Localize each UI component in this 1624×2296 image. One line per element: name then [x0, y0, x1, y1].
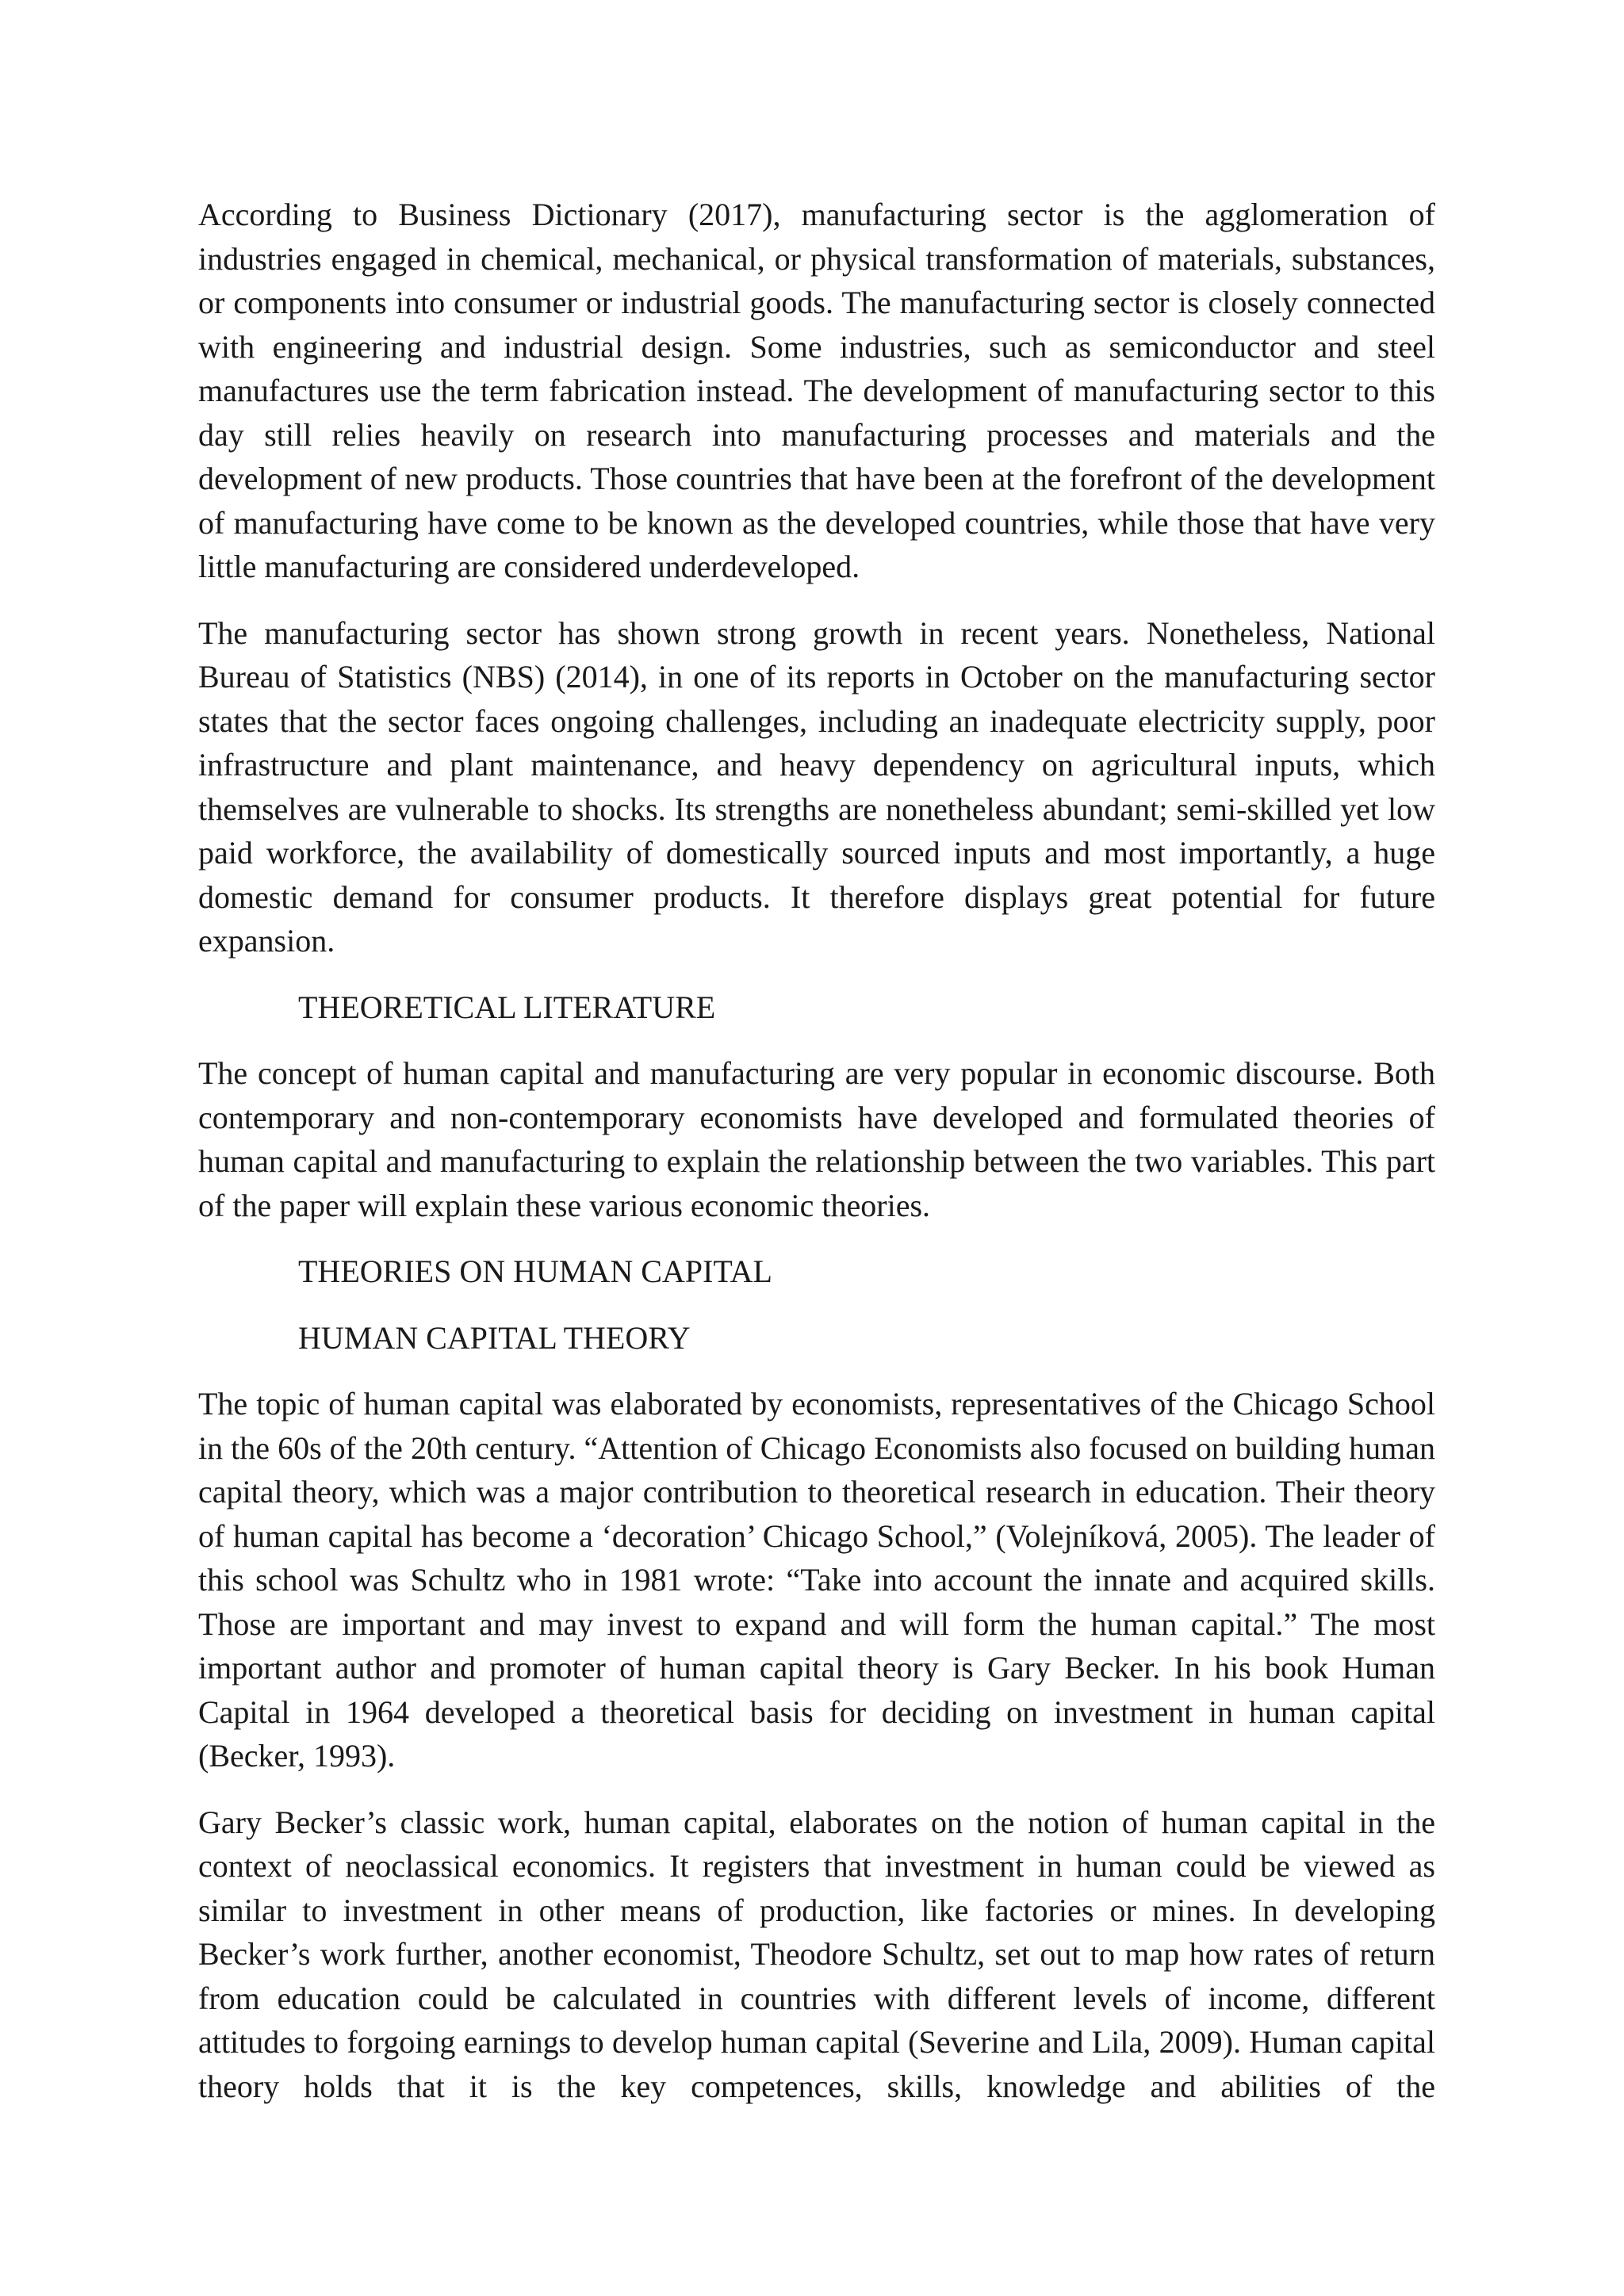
paragraph-chicago-school: The topic of human capital was elaborated by economists, representatives of the Chicago School in the 60s of the 20th century. “Attention of Chicago Economists also focused on building human capital theory, which was a major contribution to theoretical research in education. Their theory of human capital has become a ‘decoration’ Chicago School,” (Volejníková, 2005). The leader of this school was Schultz who in 1981 wrote: “Take into account the innate and acquired skills. Those are important and may invest to expand and will form the human capital.” The most important author and promoter of human capital theory is Gary Becker. In his book Human Capital in 1964 developed a theoretical basis for deciding on investment in human capital (Becker, 1993).	[198, 1386, 1435, 1774]
heading-human-capital-theory: HUMAN CAPITAL THEORY	[298, 1319, 691, 1356]
heading-theories-on-human-capital: THEORIES ON HUMAN CAPITAL	[298, 1253, 772, 1289]
paragraph-manufacturing-definition: According to Business Dictionary (2017), manufacturing sector is the agglomeration of industries engaged in chemical, mechanical, or physical transformation of materials, substances, or components into consumer or industrial goods. The manufacturing sector is closely connected with engineering and industrial design. Some industries, such as semiconductor and steel manufactures use the term fabrication instead. The development of manufacturing sector to this day still relies heavily on research into manufacturing processes and materials and the development of new products. Those countries that have been at the forefront of the development of manufacturing have come to be known as the developed countries, while those that have very little manufacturing are considered underdeveloped.	[198, 197, 1435, 584]
document-page	[198, 193, 1435, 2130]
paragraph-theoretical-intro: The concept of human capital and manufacturing are very popular in economic discourse. Both contemporary and non-contemporary economists have developed and formulated theories of human capital and manufacturing to explain the relationship between the two variables. This part of the paper will explain these various economic theories.	[198, 1055, 1435, 1223]
heading-theoretical-literature: THEORETICAL LITERATURE	[298, 989, 716, 1025]
paragraph-manufacturing-growth: The manufacturing sector has shown strong growth in recent years. Nonetheless, National Bureau of Statistics (NBS) (2014), in one of its reports in October on the manufacturing sector states that the sector faces ongoing challenges, including an inadequate electricity supply, poor infrastructure and plant maintenance, and heavy dependency on agricultural inputs, which themselves are vulnerable to shocks. Its strengths are nonetheless abundant; semi-skilled yet low paid workforce, the availability of domestically sourced inputs and most importantly, a huge domestic demand for consumer products. It therefore displays great potential for future expansion.	[198, 614, 1435, 959]
paragraph-gary-becker: Gary Becker’s classic work, human capital, elaborates on the notion of human capital in the context of neoclassical economics. It registers that investment in human could be viewed as similar to investment in other means of production, like factories or mines. In developing Becker’s work further, another economist, Theodore Schultz, set out to map how rates of return from education could be calculated in countries with different levels of income, different attitudes to forgoing earnings to develop human capital (Severine and Lila, 2009). Human capital theory holds that it is the key competences, skills, knowledge and abilities of the	[198, 1804, 1435, 2104]
